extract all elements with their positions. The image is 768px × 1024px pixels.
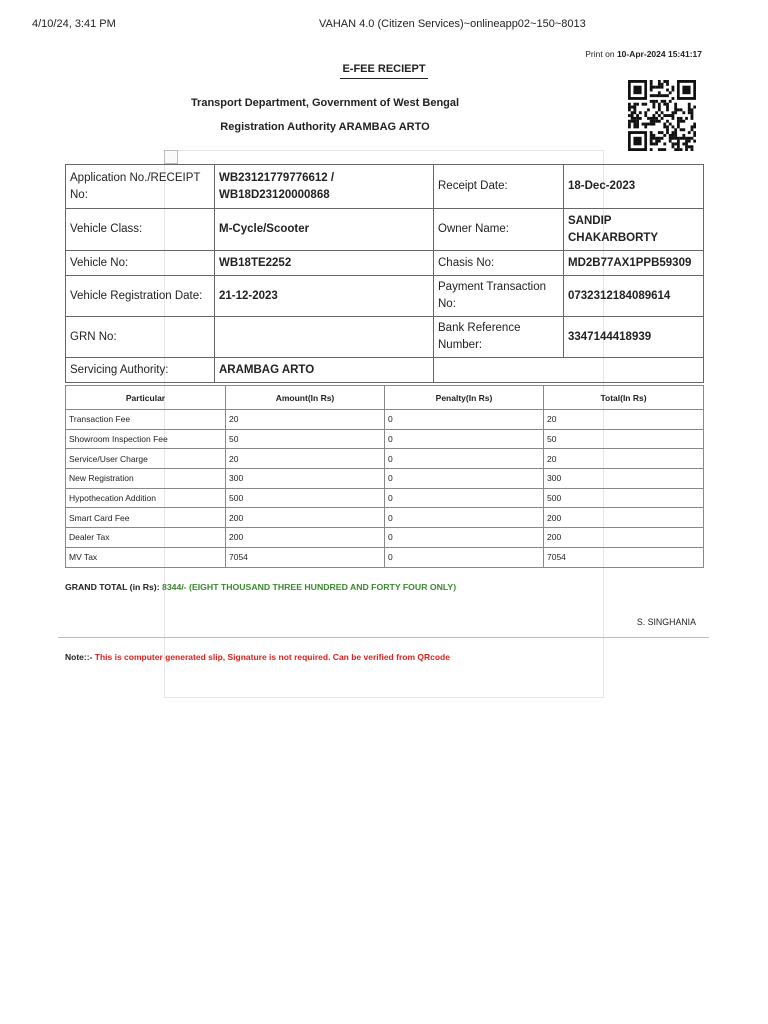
qr-code-icon — [628, 80, 696, 151]
print-page-title: VAHAN 4.0 (Citizen Services)~onlineapp02~150~8013 — [319, 18, 586, 30]
info-row — [66, 358, 704, 383]
broken-image-icon — [164, 150, 178, 164]
fee-penalty: 0 — [385, 449, 544, 469]
info-row — [66, 209, 704, 251]
fee-particular: New Registration — [66, 469, 226, 489]
info-row — [66, 276, 704, 317]
vehicle-no-value: WB18TE2252 — [215, 251, 434, 276]
note-text: This is computer generated slip, Signature is not required. Can be verified from QRcode — [94, 652, 450, 662]
fee-particular: Showroom Inspection Fee — [66, 429, 226, 449]
fee-row — [66, 508, 704, 528]
column-header-particular: Particular — [66, 386, 226, 410]
grand-total — [65, 582, 456, 592]
fee-total: 20 — [544, 449, 704, 469]
vehicle-no-label: Vehicle No: — [66, 251, 215, 276]
payment-transaction-label: Payment Transaction No: — [434, 276, 564, 317]
empty-cell — [434, 358, 704, 383]
column-header-total: Total(In Rs) — [544, 386, 704, 410]
fee-particular: Smart Card Fee — [66, 508, 226, 528]
fee-penalty: 0 — [385, 410, 544, 430]
note — [65, 652, 450, 662]
bank-reference-label: Bank Reference Number: — [434, 317, 564, 358]
grand-total-value: 8344/- (EIGHT THOUSAND THREE HUNDRED AND FORTY FOUR ONLY) — [162, 582, 457, 592]
fee-particular: Transaction Fee — [66, 410, 226, 430]
department-heading: Transport Department, Government of West Bengal — [190, 97, 460, 109]
application-number: WB23121779776612 / — [219, 171, 335, 184]
info-row — [66, 251, 704, 276]
authority-heading: Registration Authority ARAMBAG ARTO — [220, 121, 430, 133]
fee-row — [66, 528, 704, 548]
fee-row — [66, 449, 704, 469]
print-on-value: 10-Apr-2024 15:41:17 — [616, 49, 702, 59]
fee-amount: 500 — [226, 488, 385, 508]
fee-amount: 200 — [226, 508, 385, 528]
application-value — [215, 165, 434, 209]
fee-total: 200 — [544, 508, 704, 528]
divider — [58, 637, 709, 638]
fee-penalty: 0 — [385, 528, 544, 548]
fee-rows — [66, 410, 704, 568]
fee-total: 7054 — [544, 547, 704, 567]
fee-particular: Service/User Charge — [66, 449, 226, 469]
note-label: Note::- — [65, 652, 93, 662]
fee-amount: 50 — [226, 429, 385, 449]
vehicle-class-value: M-Cycle/Scooter — [215, 209, 434, 251]
print-datetime: 4/10/24, 3:41 PM — [32, 18, 116, 30]
receipt-date-value: 18-Dec-2023 — [564, 165, 704, 209]
signer-name: S. SINGHANIA — [636, 617, 696, 627]
info-row — [66, 165, 704, 209]
receipt-title — [0, 63, 768, 75]
fee-penalty: 0 — [385, 429, 544, 449]
print-on-label: Print on — [585, 49, 615, 59]
info-row — [66, 317, 704, 358]
payment-transaction-value: 0732312184089614 — [564, 276, 704, 317]
application-label: Application No./RECEIPT No: — [66, 165, 215, 209]
receipt-number: WB18D23120000868 — [219, 188, 330, 201]
fee-particular: Hypothecation Addition — [66, 488, 226, 508]
receipt-date-label: Receipt Date: — [434, 165, 564, 209]
fee-penalty: 0 — [385, 508, 544, 528]
fee-total: 300 — [544, 469, 704, 489]
owner-name-label: Owner Name: — [434, 209, 564, 251]
fee-total: 500 — [544, 488, 704, 508]
fee-amount: 300 — [226, 469, 385, 489]
fee-amount: 20 — [226, 410, 385, 430]
chasis-no-label: Chasis No: — [434, 251, 564, 276]
fee-header-row — [66, 386, 704, 410]
fee-total: 200 — [544, 528, 704, 548]
fee-particular: MV Tax — [66, 547, 226, 567]
fee-row — [66, 429, 704, 449]
grn-label: GRN No: — [66, 317, 215, 358]
fee-row — [66, 469, 704, 489]
owner-name-value: SANDIP CHAKARBORTY — [564, 209, 704, 251]
chasis-no-value: MD2B77AX1PPB59309 — [564, 251, 704, 276]
fee-penalty: 0 — [385, 488, 544, 508]
fee-row — [66, 410, 704, 430]
registration-date-value: 21-12-2023 — [215, 276, 434, 317]
fee-row — [66, 488, 704, 508]
servicing-authority-label: Servicing Authority: — [66, 358, 215, 383]
receipt-title-text: E-FEE RECIEPT — [340, 63, 427, 79]
fee-particular: Dealer Tax — [66, 528, 226, 548]
fee-row — [66, 547, 704, 567]
fee-amount: 200 — [226, 528, 385, 548]
print-on-stamp — [585, 49, 702, 59]
fee-total: 20 — [544, 410, 704, 430]
registration-date-label: Vehicle Registration Date: — [66, 276, 215, 317]
fee-penalty: 0 — [385, 469, 544, 489]
fee-table — [65, 385, 704, 568]
bank-reference-value: 3347144418939 — [564, 317, 704, 358]
fee-total: 50 — [544, 429, 704, 449]
fee-amount: 20 — [226, 449, 385, 469]
servicing-authority-value: ARAMBAG ARTO — [215, 358, 434, 383]
vehicle-class-label: Vehicle Class: — [66, 209, 215, 251]
grn-value — [215, 317, 434, 358]
grand-total-label: GRAND TOTAL (in Rs): — [65, 582, 160, 592]
vehicle-info-table — [65, 164, 704, 383]
fee-penalty: 0 — [385, 547, 544, 567]
column-header-amount: Amount(In Rs) — [226, 386, 385, 410]
column-header-penalty: Penalty(In Rs) — [385, 386, 544, 410]
fee-amount: 7054 — [226, 547, 385, 567]
